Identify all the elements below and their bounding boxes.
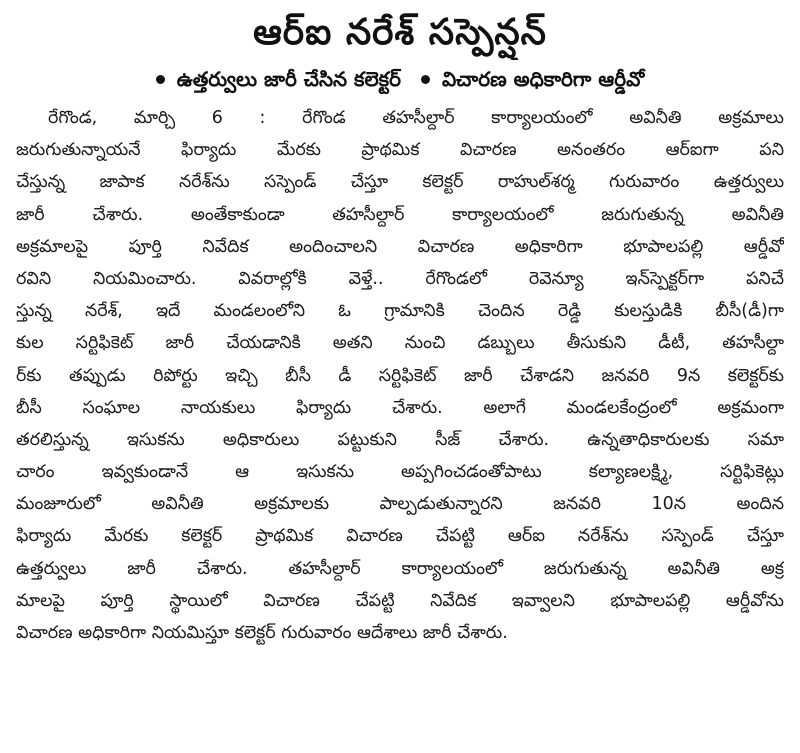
body-line: బీసీ సంఘాల నాయకులు ఫిర్యాదు చేశారు. అలాగే మండలకేంద్రంలో అక్రమంగా (16, 397, 784, 418)
article-headline: ఆర్‌ఐ నరేశ్ సస్పెన్షన్ (253, 12, 547, 53)
body-line: విచారణ అధికారిగా నియమిస్తూ కలెక్టర్ గురువారం ఆదేశాలు జారీ చేశారు. (16, 623, 508, 643)
body-line: అక్రమాలపై పూర్తి నివేదిక అందించాలని విచారణ అధికారిగా భూపాలపల్లి ఆర్డీవో (16, 236, 784, 257)
body-line: స్తున్న నరేశ్, ఇదే మండలంలోని ఓ గ్రామానికి చెందిన రెడ్డి కులస్తుడికి బీసీ(డీ)గా (16, 301, 784, 322)
body-line: జారీ చేశారు. అంతేకాకుండా తహసీల్దార్ కార్యాలయంలో జరుగుతున్న అవినీతి (16, 204, 784, 225)
subhead-1-text: ఉత్తర్వులు జారీ చేసిన కలెక్టర్ (176, 67, 401, 91)
article-body (16, 102, 784, 649)
body-line: తరలిస్తున్న ఇసుకను అధికారులు పట్టుకుని సీజ్ చేశారు. ఉన్నతాధికారులకు సమా (16, 429, 784, 450)
body-line: మాలపై పూర్తి స్థాయిలో విచారణ చేపట్టి నివేదిక ఇవ్వాలని భూపాలపల్లి ఆర్డీవోను (16, 590, 784, 611)
bullet-icon (421, 75, 430, 84)
bullet-icon (156, 75, 165, 84)
subhead-2-text: విచారణ అధికారిగా ఆర్డీవో (441, 67, 645, 91)
article-subheads (16, 62, 784, 96)
body-line: చారం ఇవ్వకుండానే ఆ ఇసుకను అప్పగించడంతోపాటు కల్యాణలక్ష్మి, సర్టిఫికెట్లు (16, 462, 784, 483)
body-line: ఫిర్యాదు మేరకు కలెక్టర్ ప్రాథమిక విచారణ చేపట్టి ఆర్‌ఐ నరేశ్‌ను సస్పెండ్ చేస్తూ (16, 526, 784, 547)
body-line: కుల సర్టిఫికెట్ జారీ చేయడానికి అతని నుంచి డబ్బులు తీసుకుని డీటీ, తహసీల్దా (16, 333, 784, 354)
body-line: జరుగుతున్నాయనే ఫిర్యాదు మేరకు ప్రాథమిక విచారణ అనంతరం ఆర్‌ఐగా పని (16, 140, 784, 161)
subhead-2 (421, 64, 644, 94)
body-line: ఉత్తర్వులు జారీ చేశారు. తహసీల్దార్ కార్యాలయంలో జరుగుతున్న అవినీతి అక్ర (16, 558, 784, 579)
body-line: రేగొండ, మార్చి 6 : రేగొండ తహసీల్దార్ కార్యాలయంలో అవినీతి అక్రమాలు (48, 108, 784, 128)
subhead-1 (156, 64, 401, 94)
body-line: చేస్తున్న జాపాక నరేశ్‌ను సస్పెండ్ చేస్తూ కలెక్టర్ రాహుల్‌శర్మ గురువారం ఉత్తర్వులు (16, 172, 784, 193)
body-line: మంజూరులో అవినీతి అక్రమాలకు పాల్పడుతున్నారని జనవరి 10న అందిన (16, 494, 784, 515)
body-line: రవిని నియమించారు. వివరాల్లోకి వెళ్తే.. రేగొండలో రెవెన్యూ ఇన్‌స్పెక్టర్‌గా పనిచే (16, 268, 784, 289)
body-line: ర్‌కు తప్పుడు రిపోర్టు ఇచ్చి బీసీ డీ సర్టిఫికెట్ జారీ చేశాడని జనవరి 9న కలెక్టర్‌కు (16, 365, 784, 386)
